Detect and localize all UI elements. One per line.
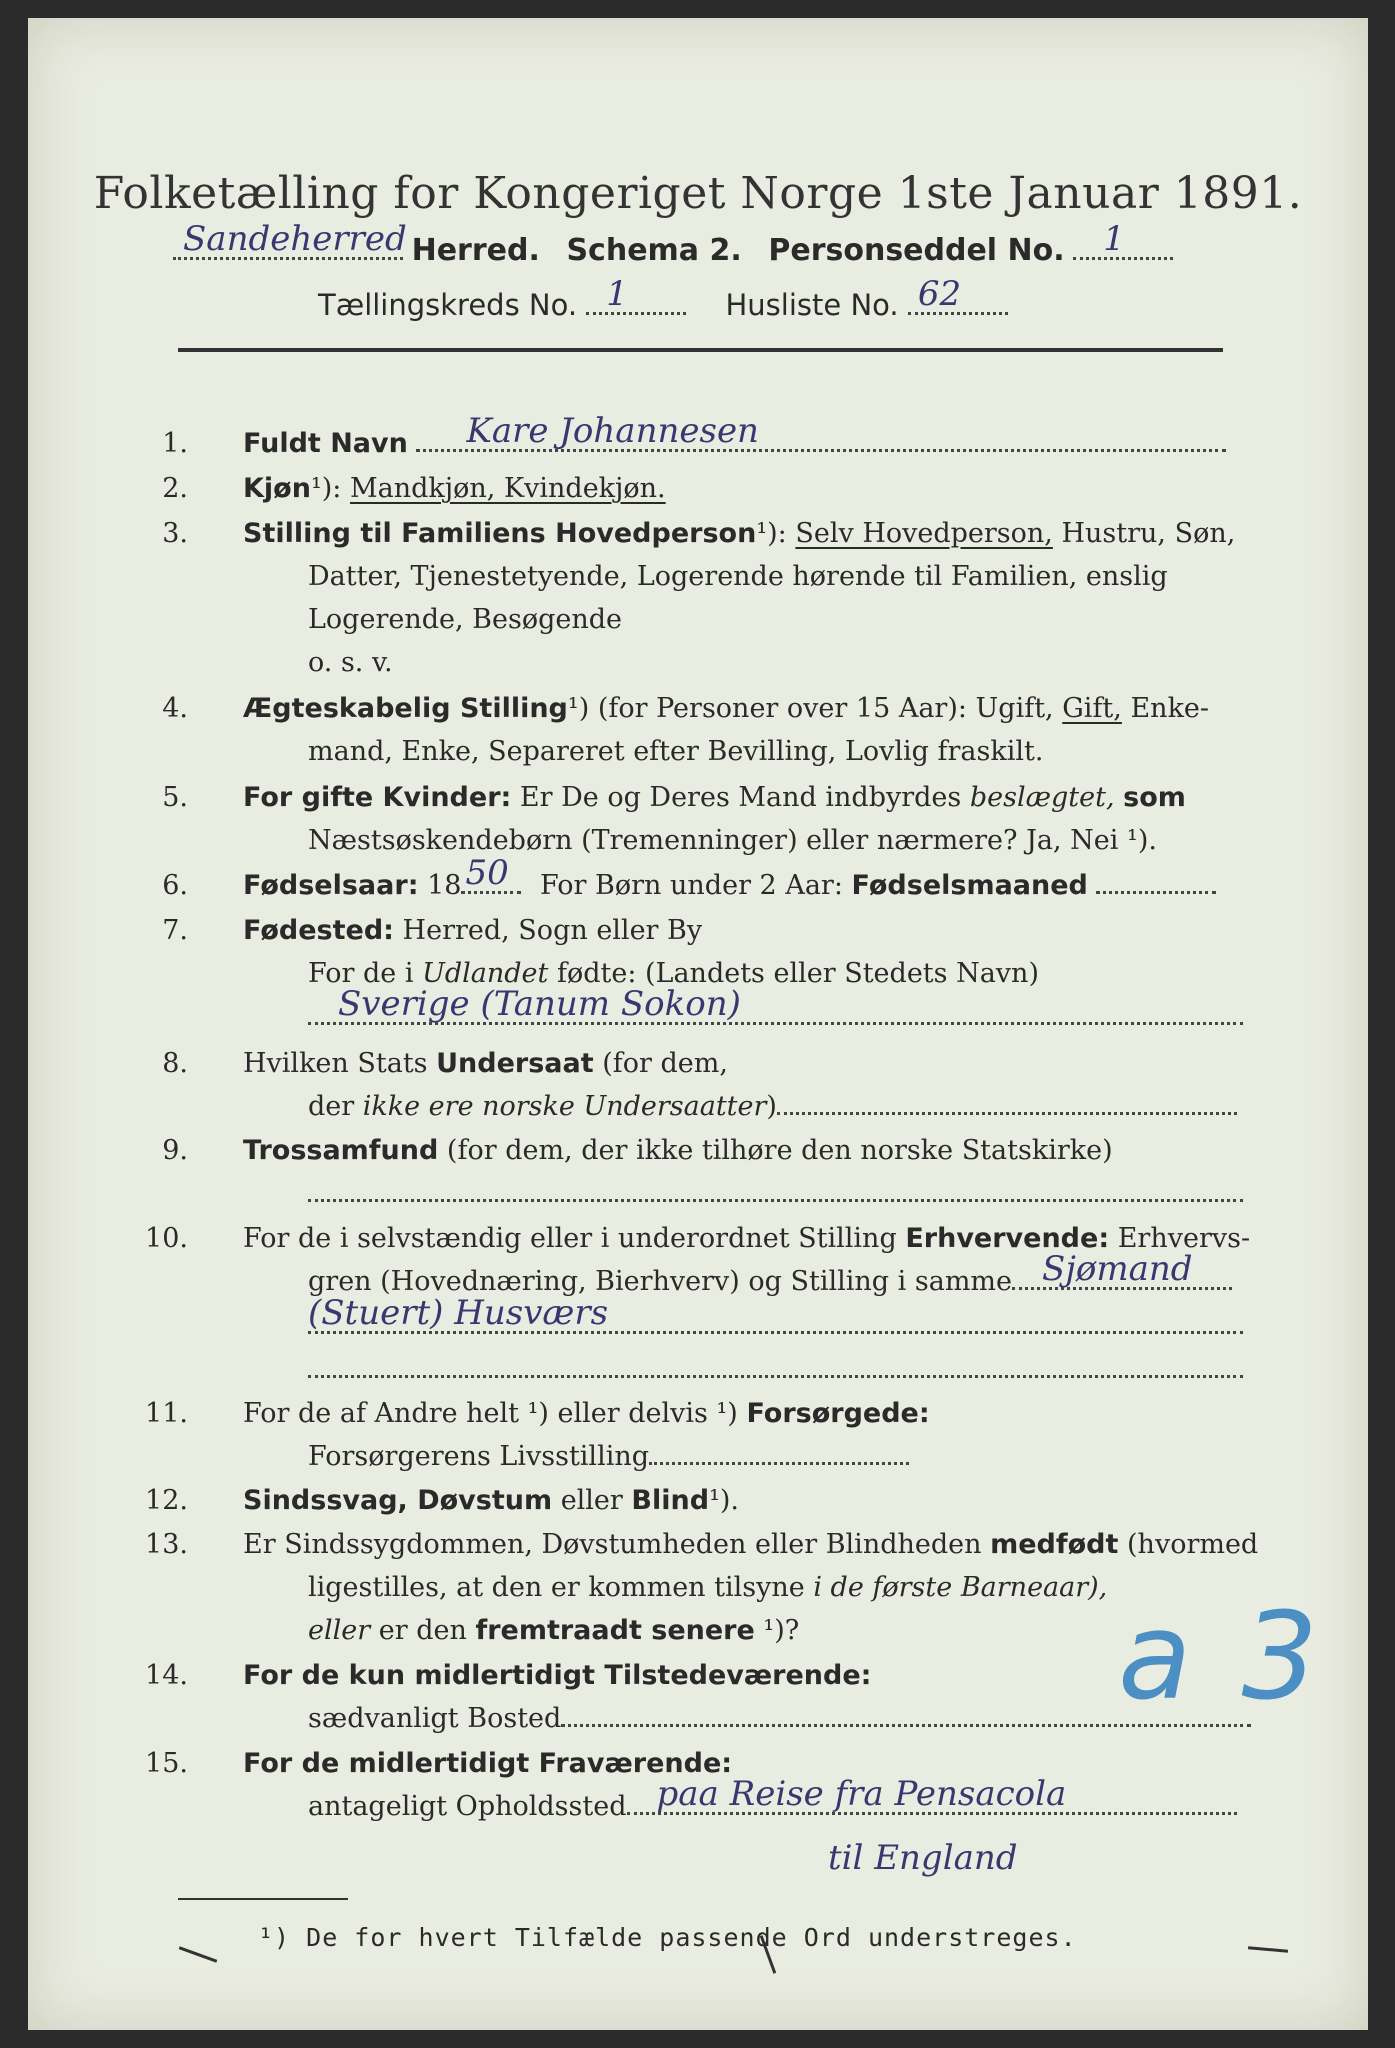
item-1 — [243, 411, 1226, 459]
edge-mark — [1248, 1946, 1288, 1952]
text: Erhvervs- — [1117, 1223, 1251, 1254]
sex-options: Mandkjøn, Kvindekjøn. — [350, 473, 666, 504]
item-10-line4 — [308, 1354, 1243, 1385]
archive-stamp: a 3 — [1118, 1588, 1325, 1727]
kreds-label: Tællingskreds No. — [318, 288, 578, 322]
item-13-line3 — [308, 1615, 799, 1646]
text: sædvanligt Bosted — [308, 1703, 562, 1734]
item-number: 8. — [162, 1048, 188, 1079]
item-number: 10. — [145, 1223, 188, 1254]
census-form — [28, 18, 1368, 2030]
item-number: 3. — [162, 518, 188, 549]
item-14-line2 — [308, 1703, 1251, 1734]
absent-location-value: paa Reise fra Pensacola — [656, 1774, 1067, 1814]
item-5 — [243, 782, 1186, 813]
text: Er Sindssygdommen, Døvstumheden eller Blindheden — [243, 1529, 982, 1560]
item-11-line2 — [308, 1441, 909, 1472]
kreds-value: 1 — [606, 274, 628, 314]
item-15-line3 — [828, 1838, 1018, 1878]
occupation-label: Erhvervende: — [905, 1223, 1110, 1254]
sex-label: Kjøn — [243, 473, 311, 504]
text: For de i — [308, 958, 414, 989]
full-name-value: Kare Johannesen — [466, 411, 759, 451]
text: Hvilken Stats — [243, 1048, 428, 1079]
married-women-ital: beslægtet, — [969, 782, 1115, 813]
form-title: Folketælling for Kongeriget Norge 1ste Januar 1891. — [93, 168, 1303, 219]
full-name-label: Fuldt Navn — [243, 428, 408, 459]
text: Forsørgerens Livsstilling — [308, 1441, 650, 1472]
text: (for dem, — [602, 1048, 728, 1079]
text: antageligt Opholdssted — [308, 1791, 627, 1822]
item-number: 5. — [162, 782, 188, 813]
item-13 — [243, 1529, 1258, 1560]
item-10-line3 — [308, 1293, 1243, 1341]
husliste-value: 62 — [917, 274, 962, 314]
item-3 — [243, 518, 1235, 549]
marital-options: ¹) (for Personer over 15 Aar): Ugift, — [567, 693, 1054, 724]
item-number: 7. — [162, 915, 188, 946]
footnote-rule — [178, 1898, 348, 1900]
text: der — [308, 1091, 355, 1122]
item-number: 12. — [145, 1485, 188, 1516]
kreds-line — [318, 274, 1008, 322]
later-label: fremtraadt senere — [475, 1615, 755, 1646]
herred-label: Herred. — [411, 233, 540, 268]
married-women-question: Er De og Deres Mand indbyrdes — [519, 782, 962, 813]
religion-question: (for dem, der ikke tilhøre den norske Statskirke) — [446, 1135, 1113, 1166]
item-number: 11. — [145, 1398, 188, 1429]
occupation-value: Sjømand — [1042, 1249, 1193, 1289]
disability-label: Sindssvag, Døvstum — [243, 1485, 553, 1516]
birth-year-value: 50 — [465, 853, 509, 893]
text: ligestilles, at den er kommen tilsyne — [308, 1572, 805, 1603]
schema-label: Schema 2. — [566, 233, 742, 268]
marital-options-2: Enke- — [1130, 693, 1210, 724]
item-number: 1. — [162, 428, 188, 459]
personseddel-label: Personseddel No. — [768, 233, 1065, 268]
position-options: Hustru, Søn, — [1061, 518, 1236, 549]
item-number: 13. — [145, 1529, 188, 1560]
item-5-line2: Næstsøskendebørn (Tremenninger) eller nærmere? Ja, Nei ¹). — [308, 825, 1157, 856]
text: er den — [378, 1615, 467, 1646]
item-number: 6. — [162, 870, 188, 901]
text: fødte: (Landets eller Stedets Navn) — [556, 958, 1039, 989]
item-number: 9. — [162, 1135, 188, 1166]
header-rule — [178, 348, 1223, 352]
personseddel-value: 1 — [1103, 219, 1125, 259]
text: (hvormed — [1127, 1529, 1259, 1560]
text: For de i selvstændig eller i underordnet Stilling — [243, 1223, 897, 1254]
religion-label: Trossamfund — [243, 1135, 439, 1166]
text-italic: eller — [308, 1615, 371, 1646]
item-number: 4. — [162, 693, 188, 724]
birth-month-label: Fødselsmaaned — [851, 870, 1088, 901]
marital-selected: Gift, — [1062, 693, 1122, 724]
footnote-ref: ¹): — [310, 473, 342, 504]
item-9-line2 — [308, 1178, 1243, 1209]
item-12 — [243, 1485, 739, 1516]
item-3-line4: o. s. v. — [308, 647, 393, 678]
text-italic: i de første Barneaar), — [813, 1572, 1108, 1603]
item-7 — [243, 915, 702, 946]
position-selected: Selv Hovedperson, — [795, 518, 1053, 549]
footnote-ref: ¹): — [756, 518, 787, 549]
text-italic: Udlandet — [422, 958, 549, 989]
herred-value: Sandeherred — [183, 219, 407, 259]
item-13-line2 — [308, 1572, 1107, 1603]
item-2 — [243, 473, 666, 504]
birth-month-question: For Børn under 2 Aar: — [540, 870, 843, 901]
congenital-label: medfødt — [990, 1529, 1119, 1560]
text: For de af Andre helt ¹) eller delvis ¹) — [243, 1398, 738, 1429]
temporary-absent-label: For de midlertidigt Fraværende: — [243, 1748, 733, 1779]
item-3-line2: Datter, Tjenestetyende, Logerende hørende til Familien, enslig — [308, 561, 1168, 592]
birth-year-prefix: 18 — [427, 870, 462, 901]
text-italic: ikke ere norske Undersaatter — [362, 1091, 767, 1122]
footnote: ¹) De for hvert Tilfælde passende Ord understreges. — [258, 1923, 1077, 1952]
item-14 — [243, 1660, 871, 1691]
birthplace-label: Fødested: — [243, 915, 394, 946]
edge-mark — [179, 1946, 218, 1963]
item-9 — [243, 1135, 1113, 1166]
birth-year-label: Fødselsaar: — [243, 870, 419, 901]
married-women-som: som — [1123, 782, 1186, 813]
item-4-line2: mand, Enke, Separeret efter Bevilling, Lovlig fraskilt. — [308, 736, 1044, 767]
occupation-value-2: (Stuert) Husværs — [308, 1293, 609, 1333]
citizenship-label: Undersaat — [436, 1048, 594, 1079]
item-number: 14. — [145, 1660, 188, 1691]
position-label: Stilling til Familiens Hovedperson — [243, 518, 757, 549]
footnote-ref: ¹). — [709, 1485, 740, 1516]
text: eller — [560, 1485, 623, 1516]
herred-line — [173, 219, 1173, 268]
birthplace-value: Sverige (Tanum Sokon) — [338, 984, 741, 1024]
item-8-line2: der ikke ere norske Undersaatter) — [308, 1091, 1237, 1122]
temporary-present-label: For de kun midlertidigt Tilstedeværende: — [243, 1660, 872, 1691]
item-4 — [243, 693, 1209, 724]
footnote-ref: ¹)? — [763, 1615, 800, 1646]
marital-label: Ægteskabelig Stilling — [243, 693, 568, 724]
item-15-line2 — [308, 1774, 1237, 1822]
item-8 — [243, 1048, 728, 1079]
item-6 — [243, 853, 1216, 901]
birthplace-question: Herred, Sogn eller By — [402, 915, 703, 946]
item-3-line3: Logerende, Besøgende — [308, 604, 622, 635]
item-7-line3 — [308, 984, 1243, 1032]
item-11 — [243, 1398, 930, 1429]
supported-label: Forsørgede: — [746, 1398, 930, 1429]
text: gren (Hovednæring, Bierhverv) og Stilling i samme — [308, 1266, 1013, 1297]
item-number: 15. — [145, 1748, 188, 1779]
blind-label: Blind — [631, 1485, 710, 1516]
married-women-label: For gifte Kvinder: — [243, 782, 512, 813]
absent-location-value-2: til England — [828, 1838, 1018, 1878]
husliste-label: Husliste No. — [725, 288, 899, 322]
item-number: 2. — [162, 473, 188, 504]
